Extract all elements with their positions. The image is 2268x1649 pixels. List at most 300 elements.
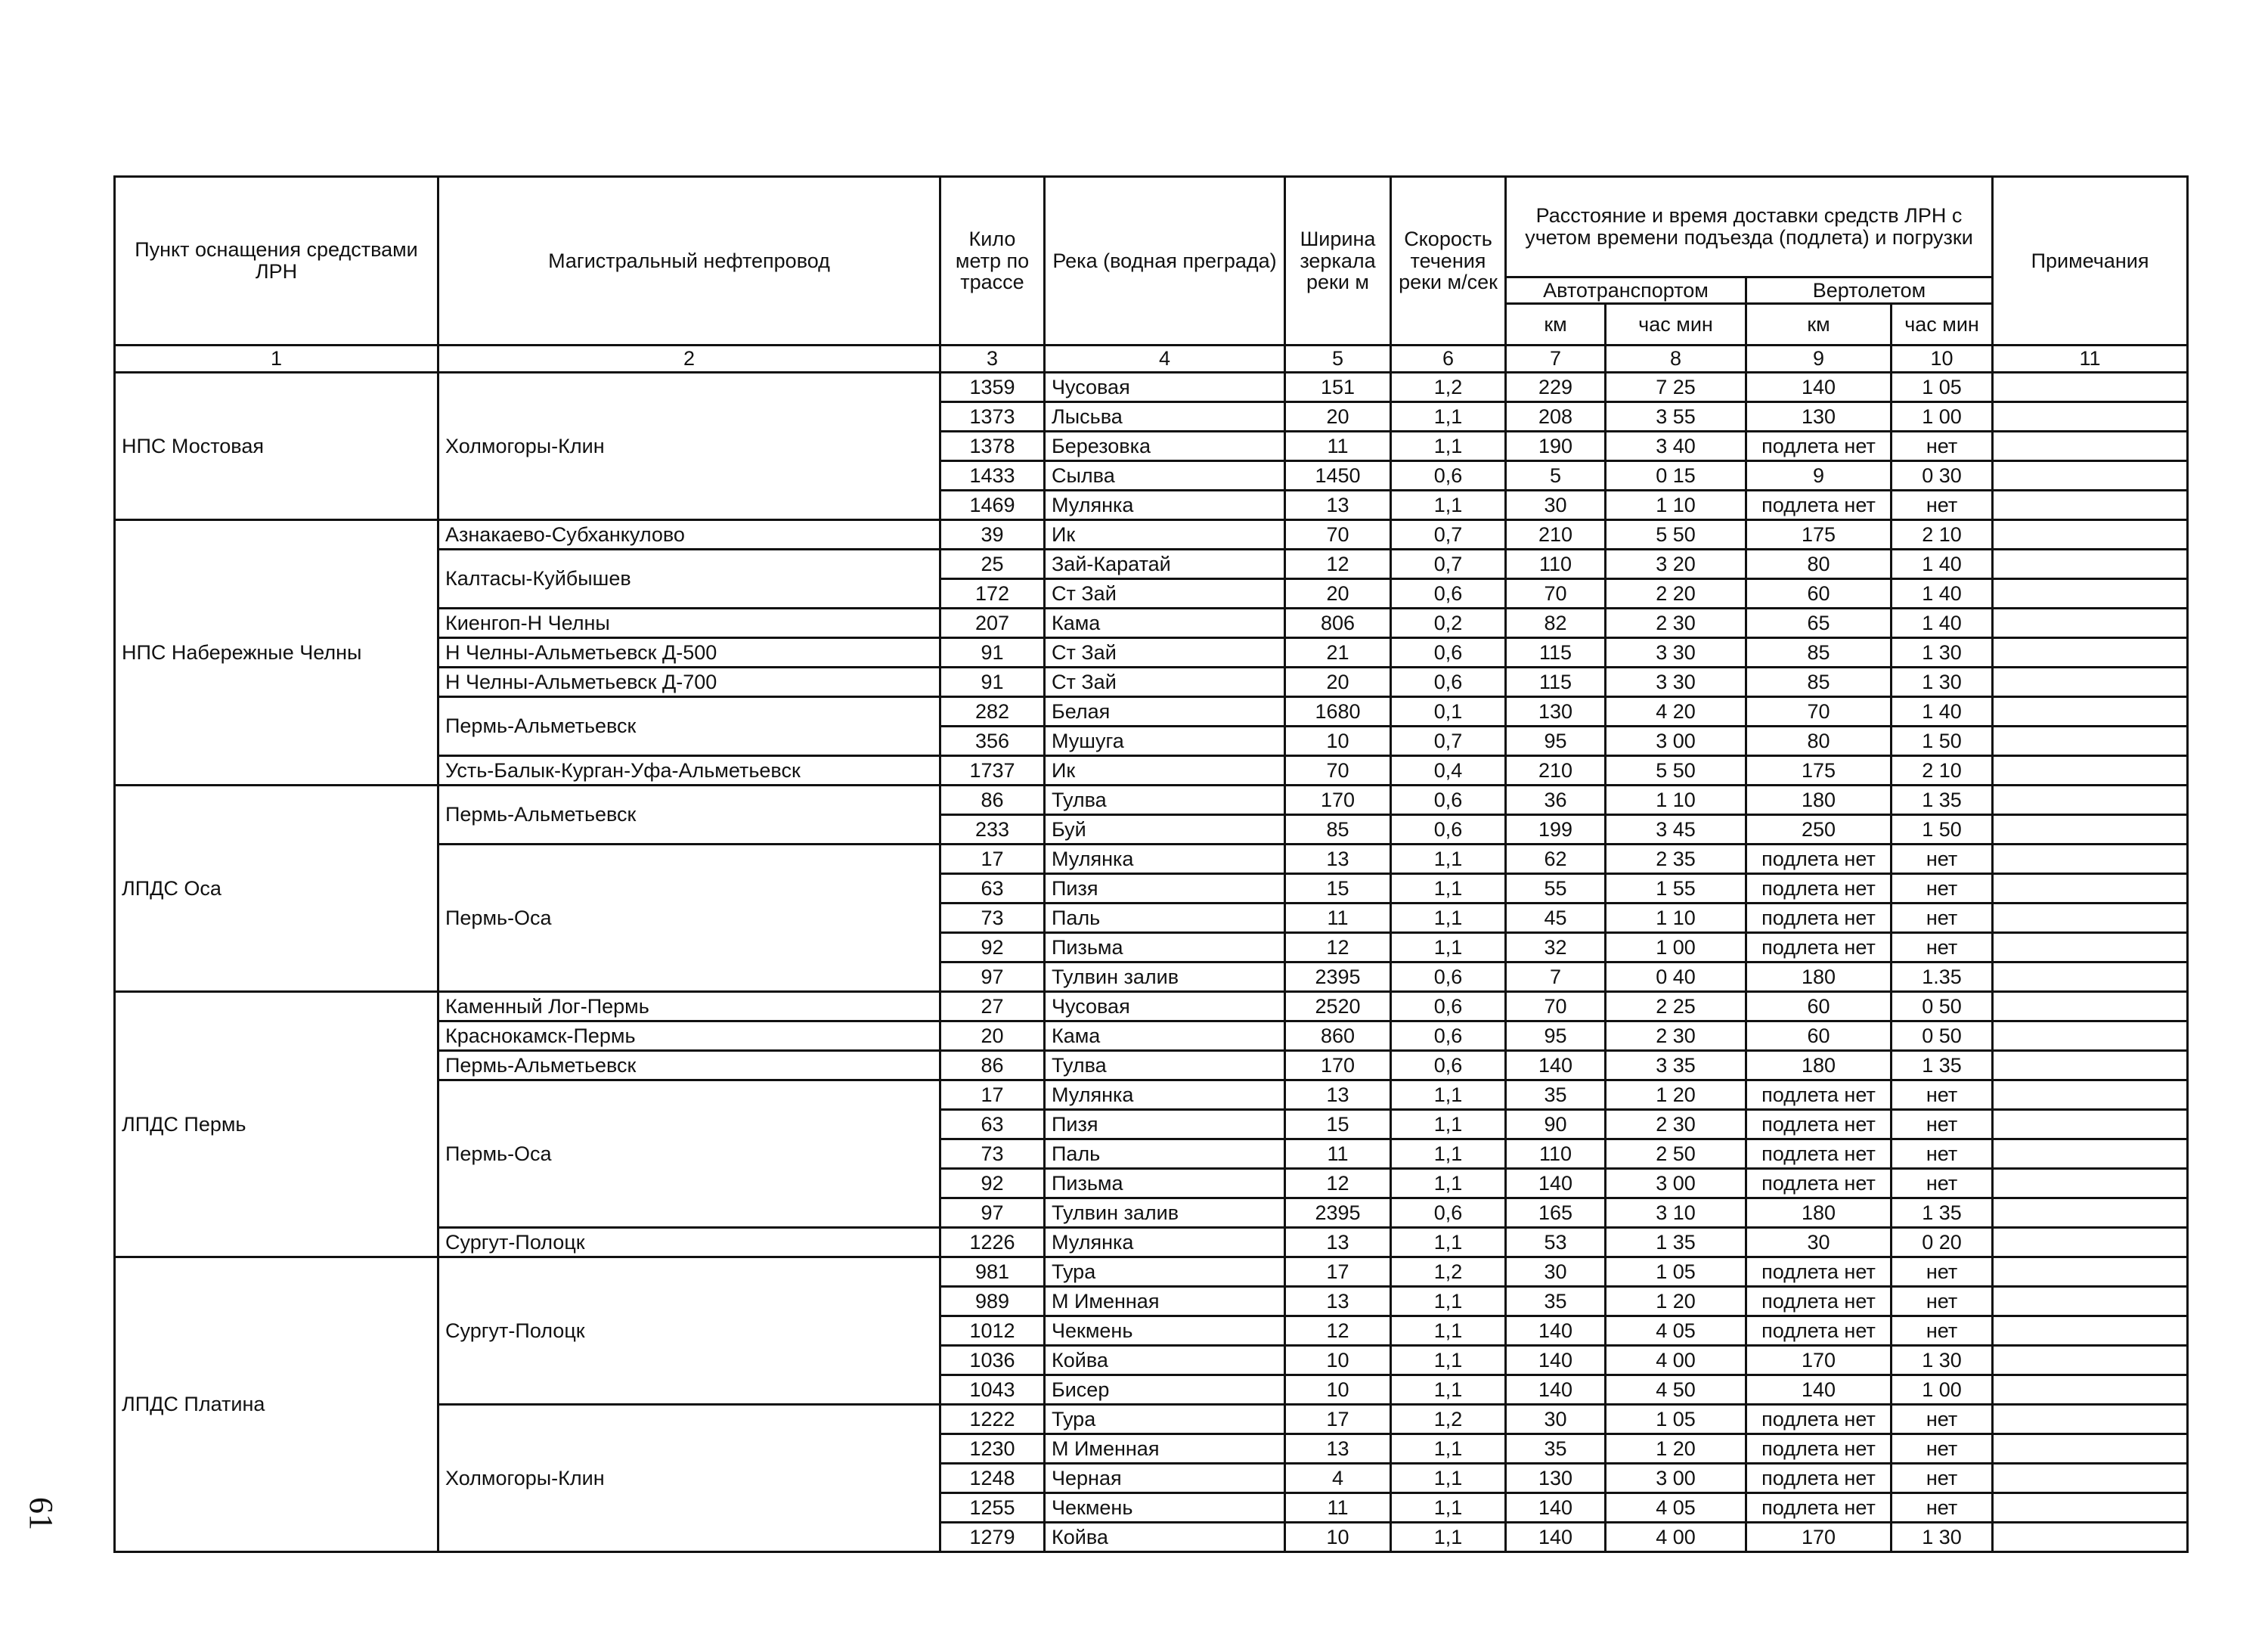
- auto-time-cell: 3 20: [1606, 550, 1746, 579]
- heli-time-cell: 1 40: [1892, 697, 1993, 727]
- heli-time-cell: нет: [1892, 1434, 1993, 1464]
- heli-km-cell: подлета нет: [1746, 1287, 1892, 1316]
- notes-cell: [1993, 1316, 2188, 1346]
- river-cell: Койва: [1045, 1346, 1285, 1375]
- width-cell: 13: [1285, 1228, 1391, 1257]
- width-cell: 806: [1285, 609, 1391, 638]
- auto-time-cell: 3 30: [1606, 668, 1746, 697]
- km-cell: 1737: [940, 756, 1045, 786]
- pipeline-cell: Пермь-Альметьевск: [438, 697, 940, 756]
- speed-cell: 1,1: [1391, 1493, 1506, 1523]
- km-cell: 17: [940, 1080, 1045, 1110]
- heli-km-cell: 170: [1746, 1523, 1892, 1552]
- notes-cell: [1993, 550, 2188, 579]
- auto-time-cell: 7 25: [1606, 373, 1746, 402]
- heli-km-cell: 80: [1746, 550, 1892, 579]
- km-cell: 1248: [940, 1464, 1045, 1493]
- speed-cell: 0,7: [1391, 727, 1506, 756]
- auto-km-cell: 210: [1506, 520, 1606, 550]
- auto-time-cell: 4 00: [1606, 1523, 1746, 1552]
- width-cell: 21: [1285, 638, 1391, 668]
- speed-cell: 1,2: [1391, 1257, 1506, 1287]
- width-cell: 15: [1285, 874, 1391, 904]
- km-cell: 356: [940, 727, 1045, 756]
- km-cell: 1378: [940, 432, 1045, 461]
- site-cell: ЛПДС Пермь: [115, 992, 438, 1257]
- heli-km-cell: 140: [1746, 373, 1892, 402]
- header-auto-km: км: [1506, 304, 1606, 346]
- speed-cell: 1,1: [1391, 1228, 1506, 1257]
- speed-cell: 1,1: [1391, 1169, 1506, 1198]
- auto-time-cell: 3 10: [1606, 1198, 1746, 1228]
- auto-km-cell: 110: [1506, 1139, 1606, 1169]
- width-cell: 85: [1285, 815, 1391, 845]
- heli-km-cell: подлета нет: [1746, 491, 1892, 520]
- auto-time-cell: 3 30: [1606, 638, 1746, 668]
- km-cell: 1279: [940, 1523, 1045, 1552]
- heli-km-cell: 140: [1746, 1375, 1892, 1405]
- auto-km-cell: 199: [1506, 815, 1606, 845]
- column-number: 10: [1892, 346, 1993, 373]
- notes-cell: [1993, 904, 2188, 933]
- heli-time-cell: нет: [1892, 1405, 1993, 1434]
- column-number: 11: [1993, 346, 2188, 373]
- speed-cell: 0,6: [1391, 1021, 1506, 1051]
- notes-cell: [1993, 1110, 2188, 1139]
- km-cell: 92: [940, 933, 1045, 962]
- km-cell: 17: [940, 845, 1045, 874]
- notes-cell: [1993, 786, 2188, 815]
- heli-time-cell: 0 50: [1892, 1021, 1993, 1051]
- river-cell: Лысьва: [1045, 402, 1285, 432]
- pipeline-cell: Усть-Балык-Курган-Уфа-Альметьевск: [438, 756, 940, 786]
- auto-time-cell: 1 20: [1606, 1287, 1746, 1316]
- site-cell: НПС Набережные Челны: [115, 520, 438, 786]
- heli-km-cell: подлета нет: [1746, 1257, 1892, 1287]
- heli-time-cell: 1 30: [1892, 638, 1993, 668]
- header-pipeline: Магистральный нефтепровод: [438, 177, 940, 346]
- notes-cell: [1993, 1198, 2188, 1228]
- km-cell: 91: [940, 668, 1045, 697]
- width-cell: 860: [1285, 1021, 1391, 1051]
- river-cell: Ст Зай: [1045, 668, 1285, 697]
- heli-km-cell: подлета нет: [1746, 432, 1892, 461]
- km-cell: 1255: [940, 1493, 1045, 1523]
- river-cell: Пизя: [1045, 1110, 1285, 1139]
- heli-time-cell: нет: [1892, 845, 1993, 874]
- heli-km-cell: 70: [1746, 697, 1892, 727]
- column-number: 7: [1506, 346, 1606, 373]
- heli-time-cell: 1 30: [1892, 668, 1993, 697]
- notes-cell: [1993, 638, 2188, 668]
- auto-km-cell: 130: [1506, 1464, 1606, 1493]
- auto-km-cell: 190: [1506, 432, 1606, 461]
- auto-km-cell: 35: [1506, 1434, 1606, 1464]
- header-notes: Примечания: [1993, 177, 2188, 346]
- km-cell: 86: [940, 1051, 1045, 1080]
- heli-time-cell: нет: [1892, 1169, 1993, 1198]
- heli-time-cell: нет: [1892, 874, 1993, 904]
- heli-km-cell: 175: [1746, 520, 1892, 550]
- km-cell: 282: [940, 697, 1045, 727]
- km-cell: 91: [940, 638, 1045, 668]
- auto-km-cell: 208: [1506, 402, 1606, 432]
- width-cell: 11: [1285, 1493, 1391, 1523]
- table-row: [115, 786, 2188, 815]
- header-delivery: Расстояние и время доставки средств ЛРН с учетом времени подъезда (подлета) и погрузки: [1506, 177, 1993, 277]
- width-cell: 1450: [1285, 461, 1391, 491]
- heli-time-cell: 1 30: [1892, 1346, 1993, 1375]
- auto-time-cell: 2 30: [1606, 1021, 1746, 1051]
- notes-cell: [1993, 1021, 2188, 1051]
- auto-time-cell: 3 55: [1606, 402, 1746, 432]
- speed-cell: 0,6: [1391, 786, 1506, 815]
- auto-time-cell: 3 45: [1606, 815, 1746, 845]
- heli-km-cell: 85: [1746, 638, 1892, 668]
- river-cell: Ик: [1045, 756, 1285, 786]
- pipeline-cell: Краснокамск-Пермь: [438, 1021, 940, 1051]
- speed-cell: 1,1: [1391, 1346, 1506, 1375]
- heli-km-cell: 60: [1746, 579, 1892, 609]
- km-cell: 20: [940, 1021, 1045, 1051]
- river-cell: Мулянка: [1045, 1228, 1285, 1257]
- heli-km-cell: 250: [1746, 815, 1892, 845]
- auto-km-cell: 210: [1506, 756, 1606, 786]
- km-cell: 39: [940, 520, 1045, 550]
- column-number: 4: [1045, 346, 1285, 373]
- heli-km-cell: 60: [1746, 992, 1892, 1021]
- page-number: 61: [23, 1497, 60, 1530]
- heli-km-cell: 180: [1746, 786, 1892, 815]
- width-cell: 13: [1285, 1434, 1391, 1464]
- auto-km-cell: 70: [1506, 992, 1606, 1021]
- river-cell: Паль: [1045, 904, 1285, 933]
- auto-time-cell: 5 50: [1606, 756, 1746, 786]
- pipeline-cell: Сургут-Полоцк: [438, 1228, 940, 1257]
- heli-time-cell: 1 05: [1892, 373, 1993, 402]
- heli-km-cell: 130: [1746, 402, 1892, 432]
- auto-km-cell: 140: [1506, 1169, 1606, 1198]
- km-cell: 1222: [940, 1405, 1045, 1434]
- width-cell: 70: [1285, 756, 1391, 786]
- heli-km-cell: подлета нет: [1746, 933, 1892, 962]
- notes-cell: [1993, 815, 2188, 845]
- speed-cell: 1,1: [1391, 432, 1506, 461]
- km-cell: 63: [940, 874, 1045, 904]
- speed-cell: 1,2: [1391, 1405, 1506, 1434]
- speed-cell: 0,6: [1391, 668, 1506, 697]
- width-cell: 13: [1285, 1287, 1391, 1316]
- header-heli: Вертолетом: [1746, 277, 1993, 304]
- speed-cell: 0,1: [1391, 697, 1506, 727]
- auto-time-cell: 4 00: [1606, 1346, 1746, 1375]
- heli-time-cell: 0 20: [1892, 1228, 1993, 1257]
- auto-time-cell: 4 20: [1606, 697, 1746, 727]
- auto-time-cell: 1 10: [1606, 786, 1746, 815]
- heli-time-cell: нет: [1892, 1139, 1993, 1169]
- river-cell: М Именная: [1045, 1287, 1285, 1316]
- river-cell: Черная: [1045, 1464, 1285, 1493]
- speed-cell: 0,6: [1391, 962, 1506, 992]
- width-cell: 10: [1285, 1375, 1391, 1405]
- header-speed: Скорость течения реки м/сек: [1391, 177, 1506, 346]
- river-cell: Буй: [1045, 815, 1285, 845]
- auto-time-cell: 1 10: [1606, 491, 1746, 520]
- column-number: 6: [1391, 346, 1506, 373]
- auto-km-cell: 229: [1506, 373, 1606, 402]
- auto-time-cell: 1 20: [1606, 1080, 1746, 1110]
- heli-km-cell: 180: [1746, 1051, 1892, 1080]
- auto-time-cell: 1 20: [1606, 1434, 1746, 1464]
- heli-time-cell: 1 40: [1892, 550, 1993, 579]
- km-cell: 97: [940, 962, 1045, 992]
- heli-km-cell: 9: [1746, 461, 1892, 491]
- header-river: Река (водная преграда): [1045, 177, 1285, 346]
- auto-km-cell: 36: [1506, 786, 1606, 815]
- km-cell: 233: [940, 815, 1045, 845]
- notes-cell: [1993, 1051, 2188, 1080]
- auto-km-cell: 165: [1506, 1198, 1606, 1228]
- notes-cell: [1993, 1169, 2188, 1198]
- auto-km-cell: 140: [1506, 1523, 1606, 1552]
- notes-cell: [1993, 1405, 2188, 1434]
- notes-cell: [1993, 1464, 2188, 1493]
- header-heli-time: час мин: [1892, 304, 1993, 346]
- width-cell: 12: [1285, 1316, 1391, 1346]
- width-cell: 10: [1285, 727, 1391, 756]
- notes-cell: [1993, 1346, 2188, 1375]
- width-cell: 151: [1285, 373, 1391, 402]
- pipeline-cell: Пермь-Оса: [438, 845, 940, 992]
- river-cell: Пизя: [1045, 874, 1285, 904]
- heli-time-cell: нет: [1892, 491, 1993, 520]
- heli-km-cell: подлета нет: [1746, 1405, 1892, 1434]
- width-cell: 20: [1285, 402, 1391, 432]
- notes-cell: [1993, 1080, 2188, 1110]
- auto-time-cell: 1 10: [1606, 904, 1746, 933]
- auto-km-cell: 70: [1506, 579, 1606, 609]
- width-cell: 170: [1285, 1051, 1391, 1080]
- notes-cell: [1993, 1523, 2188, 1552]
- auto-km-cell: 140: [1506, 1493, 1606, 1523]
- speed-cell: 0,2: [1391, 609, 1506, 638]
- table-row: [115, 520, 2188, 550]
- speed-cell: 1,1: [1391, 845, 1506, 874]
- auto-km-cell: 35: [1506, 1287, 1606, 1316]
- width-cell: 11: [1285, 1139, 1391, 1169]
- notes-cell: [1993, 1257, 2188, 1287]
- river-cell: Тулва: [1045, 786, 1285, 815]
- heli-km-cell: 180: [1746, 962, 1892, 992]
- notes-cell: [1993, 1375, 2188, 1405]
- heli-km-cell: 180: [1746, 1198, 1892, 1228]
- notes-cell: [1993, 579, 2188, 609]
- column-number: 2: [438, 346, 940, 373]
- river-cell: Ик: [1045, 520, 1285, 550]
- heli-time-cell: нет: [1892, 1080, 1993, 1110]
- heli-km-cell: подлета нет: [1746, 1080, 1892, 1110]
- km-cell: 1373: [940, 402, 1045, 432]
- auto-km-cell: 115: [1506, 668, 1606, 697]
- speed-cell: 1,1: [1391, 491, 1506, 520]
- river-cell: Зай-Каратай: [1045, 550, 1285, 579]
- river-cell: Бисер: [1045, 1375, 1285, 1405]
- notes-cell: [1993, 668, 2188, 697]
- river-cell: Кама: [1045, 609, 1285, 638]
- auto-km-cell: 30: [1506, 491, 1606, 520]
- speed-cell: 1,1: [1391, 1080, 1506, 1110]
- notes-cell: [1993, 491, 2188, 520]
- site-cell: ЛПДС Платина: [115, 1257, 438, 1552]
- km-cell: 207: [940, 609, 1045, 638]
- heli-time-cell: 1 40: [1892, 579, 1993, 609]
- auto-time-cell: 0 15: [1606, 461, 1746, 491]
- heli-km-cell: подлета нет: [1746, 1316, 1892, 1346]
- river-cell: Ст Зай: [1045, 638, 1285, 668]
- notes-cell: [1993, 432, 2188, 461]
- speed-cell: 1,1: [1391, 1464, 1506, 1493]
- auto-km-cell: 130: [1506, 697, 1606, 727]
- km-cell: 92: [940, 1169, 1045, 1198]
- km-cell: 989: [940, 1287, 1045, 1316]
- notes-cell: [1993, 609, 2188, 638]
- auto-km-cell: 30: [1506, 1405, 1606, 1434]
- column-number: 8: [1606, 346, 1746, 373]
- river-cell: Кама: [1045, 1021, 1285, 1051]
- width-cell: 10: [1285, 1523, 1391, 1552]
- auto-km-cell: 140: [1506, 1375, 1606, 1405]
- auto-km-cell: 55: [1506, 874, 1606, 904]
- speed-cell: 1,1: [1391, 1316, 1506, 1346]
- auto-km-cell: 45: [1506, 904, 1606, 933]
- width-cell: 13: [1285, 491, 1391, 520]
- speed-cell: 1,1: [1391, 1375, 1506, 1405]
- auto-km-cell: 7: [1506, 962, 1606, 992]
- heli-time-cell: нет: [1892, 1464, 1993, 1493]
- heli-km-cell: подлета нет: [1746, 904, 1892, 933]
- km-cell: 981: [940, 1257, 1045, 1287]
- river-cell: Мушуга: [1045, 727, 1285, 756]
- pipeline-cell: Калтасы-Куйбышев: [438, 550, 940, 609]
- auto-time-cell: 5 50: [1606, 520, 1746, 550]
- notes-cell: [1993, 1139, 2188, 1169]
- heli-km-cell: подлета нет: [1746, 845, 1892, 874]
- heli-time-cell: нет: [1892, 432, 1993, 461]
- auto-km-cell: 62: [1506, 845, 1606, 874]
- auto-km-cell: 90: [1506, 1110, 1606, 1139]
- heli-time-cell: 1 00: [1892, 402, 1993, 432]
- pipeline-cell: Н Челны-Альметьевск Д-700: [438, 668, 940, 697]
- notes-cell: [1993, 1287, 2188, 1316]
- km-cell: 1433: [940, 461, 1045, 491]
- width-cell: 20: [1285, 579, 1391, 609]
- km-cell: 1230: [940, 1434, 1045, 1464]
- heli-time-cell: нет: [1892, 1110, 1993, 1139]
- pipeline-cell: Н Челны-Альметьевск Д-500: [438, 638, 940, 668]
- table-body: [115, 373, 2188, 1552]
- heli-time-cell: 1 30: [1892, 1523, 1993, 1552]
- speed-cell: 0,6: [1391, 579, 1506, 609]
- site-cell: ЛПДС Оса: [115, 786, 438, 992]
- auto-time-cell: 3 00: [1606, 727, 1746, 756]
- heli-time-cell: 1 40: [1892, 609, 1993, 638]
- auto-km-cell: 5: [1506, 461, 1606, 491]
- heli-time-cell: 2 10: [1892, 520, 1993, 550]
- column-number-row: [115, 346, 2188, 373]
- auto-time-cell: 4 05: [1606, 1316, 1746, 1346]
- width-cell: 1680: [1285, 697, 1391, 727]
- km-cell: 1359: [940, 373, 1045, 402]
- auto-time-cell: 2 25: [1606, 992, 1746, 1021]
- pipeline-cell: Холмогоры-Клин: [438, 373, 940, 520]
- width-cell: 12: [1285, 933, 1391, 962]
- pipeline-cell: Пермь-Альметьевск: [438, 786, 940, 845]
- river-cell: Тура: [1045, 1257, 1285, 1287]
- km-cell: 172: [940, 579, 1045, 609]
- auto-time-cell: 1 05: [1606, 1405, 1746, 1434]
- auto-time-cell: 2 50: [1606, 1139, 1746, 1169]
- pipeline-cell: Киенгоп-Н Челны: [438, 609, 940, 638]
- river-cell: Белая: [1045, 697, 1285, 727]
- width-cell: 17: [1285, 1405, 1391, 1434]
- river-cell: Пизьма: [1045, 933, 1285, 962]
- width-cell: 15: [1285, 1110, 1391, 1139]
- header-auto-time: час мин: [1606, 304, 1746, 346]
- heli-time-cell: 1 50: [1892, 815, 1993, 845]
- notes-cell: [1993, 756, 2188, 786]
- width-cell: 13: [1285, 1080, 1391, 1110]
- heli-km-cell: подлета нет: [1746, 1464, 1892, 1493]
- river-cell: Березовка: [1045, 432, 1285, 461]
- pipeline-cell: Пермь-Альметьевск: [438, 1051, 940, 1080]
- heli-km-cell: подлета нет: [1746, 1169, 1892, 1198]
- notes-cell: [1993, 373, 2188, 402]
- heli-km-cell: подлета нет: [1746, 1434, 1892, 1464]
- auto-km-cell: 115: [1506, 638, 1606, 668]
- heli-time-cell: 0 50: [1892, 992, 1993, 1021]
- table-row: [115, 373, 2188, 402]
- river-cell: Ст Зай: [1045, 579, 1285, 609]
- auto-time-cell: 3 40: [1606, 432, 1746, 461]
- river-cell: Тулвин залив: [1045, 1198, 1285, 1228]
- km-cell: 73: [940, 1139, 1045, 1169]
- auto-time-cell: 1 35: [1606, 1228, 1746, 1257]
- table-row: [115, 1257, 2188, 1287]
- heli-time-cell: 1.35: [1892, 962, 1993, 992]
- river-cell: Тулвин залив: [1045, 962, 1285, 992]
- river-cell: Сылва: [1045, 461, 1285, 491]
- heli-km-cell: 175: [1746, 756, 1892, 786]
- heli-time-cell: нет: [1892, 933, 1993, 962]
- heli-km-cell: 85: [1746, 668, 1892, 697]
- heli-km-cell: 65: [1746, 609, 1892, 638]
- heli-time-cell: 1 35: [1892, 1051, 1993, 1080]
- notes-cell: [1993, 1493, 2188, 1523]
- river-cell: Мулянка: [1045, 491, 1285, 520]
- auto-time-cell: 4 50: [1606, 1375, 1746, 1405]
- speed-cell: 1,1: [1391, 904, 1506, 933]
- auto-time-cell: 1 00: [1606, 933, 1746, 962]
- width-cell: 170: [1285, 786, 1391, 815]
- speed-cell: 1,2: [1391, 373, 1506, 402]
- heli-time-cell: 1 35: [1892, 1198, 1993, 1228]
- site-cell: НПС Мостовая: [115, 373, 438, 520]
- auto-km-cell: 95: [1506, 727, 1606, 756]
- speed-cell: 1,1: [1391, 1139, 1506, 1169]
- speed-cell: 1,1: [1391, 1110, 1506, 1139]
- speed-cell: 1,1: [1391, 1434, 1506, 1464]
- heli-km-cell: 80: [1746, 727, 1892, 756]
